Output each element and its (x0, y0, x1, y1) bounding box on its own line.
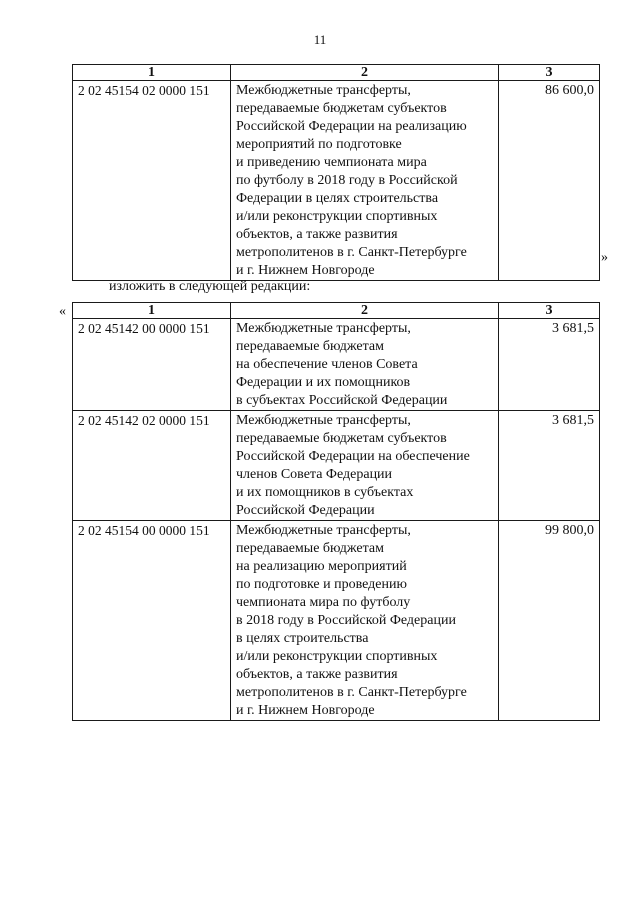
description-cell (231, 521, 499, 721)
page-number: 11 (313, 32, 327, 47)
budget-code-cell: 2 02 45154 00 0000 151 (73, 521, 231, 721)
table-header-row (73, 303, 600, 319)
description-line: в целях строительства (236, 631, 369, 646)
table-body (73, 319, 600, 721)
closing-quote: » (601, 250, 608, 265)
column-header-description: 2 (231, 65, 499, 81)
column-header-amount: 3 (499, 303, 600, 319)
table-row (73, 81, 600, 281)
budget-table-revised (72, 302, 600, 721)
intro-text: изложить в следующей редакции: (109, 279, 311, 294)
description-line: объектов, а также развития (236, 667, 398, 682)
description-line: Межбюджетные трансферты, (236, 523, 411, 538)
description-line: членов Совета Федерации (236, 467, 393, 482)
description-line: метрополитенов в г. Санкт-Петербурге (236, 685, 467, 700)
description-line: Межбюджетные трансферты, (236, 83, 411, 98)
description-line: Российской Федерации на обеспечение (236, 449, 470, 464)
amount-cell: 86 600,0 (499, 81, 600, 281)
description-cell (231, 411, 499, 521)
opening-quote: « (59, 304, 66, 319)
description-line: Федерации и их помощников (236, 375, 411, 390)
description-line: на обеспечение членов Совета (236, 357, 418, 372)
description-line: и/или реконструкции спортивных (236, 649, 438, 664)
description-line: по подготовке и проведению (236, 577, 407, 592)
budget-table-original (72, 64, 600, 281)
description-cell (231, 319, 499, 411)
description-line: и/или реконструкции спортивных (236, 209, 438, 224)
column-header-amount: 3 (499, 65, 600, 81)
description-line: Межбюджетные трансферты, (236, 321, 411, 336)
budget-code-cell: 2 02 45154 02 0000 151 (73, 81, 231, 281)
description-line: в субъектах Российской Федерации (236, 393, 448, 408)
description-line: Российской Федерации на реализацию (236, 119, 467, 134)
table-body (73, 81, 600, 281)
description-line: метрополитенов в г. Санкт-Петербурге (236, 245, 467, 260)
description-line: передаваемые бюджетам субъектов (236, 101, 447, 116)
table-header-row (73, 65, 600, 81)
description-line: мероприятий по подготовке (236, 137, 402, 152)
amount-cell: 3 681,5 (499, 319, 600, 411)
column-header-description: 2 (231, 303, 499, 319)
description-cell (231, 81, 499, 281)
description-line: и г. Нижнем Новгороде (236, 263, 375, 278)
description-line: в 2018 году в Российской Федерации (236, 613, 456, 628)
description-line: чемпионата мира по футболу (236, 595, 411, 610)
description-line: передаваемые бюджетам (236, 541, 384, 556)
description-line: Межбюджетные трансферты, (236, 413, 411, 428)
description-line: Российской Федерации (236, 503, 375, 518)
description-line: передаваемые бюджетам субъектов (236, 431, 447, 446)
table-row (73, 319, 600, 411)
description-line: Федерации в целях строительства (236, 191, 439, 206)
column-header-code: 1 (73, 65, 231, 81)
description-line: объектов, а также развития (236, 227, 398, 242)
budget-code-cell: 2 02 45142 00 0000 151 (73, 319, 231, 411)
description-line: на реализацию мероприятий (236, 559, 407, 574)
description-line: и приведению чемпионата мира (236, 155, 427, 170)
table-row (73, 521, 600, 721)
budget-code-cell: 2 02 45142 02 0000 151 (73, 411, 231, 521)
description-line: и их помощников в субъектах (236, 485, 414, 500)
description-line: передаваемые бюджетам (236, 339, 384, 354)
column-header-code: 1 (73, 303, 231, 319)
amount-cell: 3 681,5 (499, 411, 600, 521)
description-line: по футболу в 2018 году в Российской (236, 173, 458, 188)
amount-cell: 99 800,0 (499, 521, 600, 721)
table-row (73, 411, 600, 521)
description-line: и г. Нижнем Новгороде (236, 703, 375, 718)
